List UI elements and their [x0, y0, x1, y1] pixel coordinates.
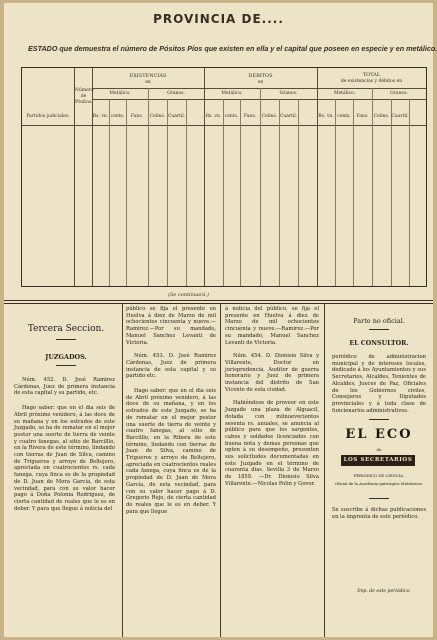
el-consultor-title: EL CONSULTOR.: [349, 340, 409, 347]
leaf-cents: cents.: [110, 114, 125, 119]
partidos-header: Partidos judiciales.: [26, 114, 70, 119]
table-rule: [92, 88, 426, 89]
leaf-fans: Fans.: [243, 114, 257, 119]
leaf-cents: cents.: [337, 114, 351, 119]
leaf-celms: Celms.: [373, 114, 390, 119]
edict-453-head: Núm. 453. D. José Ramirez Cárdenas, Juez de primera instancia de esta capital y su partido etc.: [126, 353, 216, 380]
edict-452-body: Hago saber: que en el dia seis de Abril próximo venidero, á las doce de su mañana y en los estrados de este Juzgado, se ha de rematar en el mejor postor una suerte de tierra de veinte y cuatro fanegas, al sitio de Barcilllo, en la Rivera de este término, lindando con tierras de Juan de Silva, camino de Trigueros y arroyo de Beltejero, apreciada en cuatrocientos rs. cada fanega, cuya finca es de la propiedad de D. Juan de Mora Garcia, de esta vecindad, para con su valor hacer pago á Doña Polonia Rodriguez, de cierta cantidad de reales que le es en deber. Y para que llegue á noticia del: [14, 405, 115, 512]
short-rule: [369, 419, 389, 420]
el-eco-title: EL ECO: [345, 427, 413, 442]
edict-cont-1: público se fija el presente en Huelva á diez de Marzo de mil ochocientos cincuenta y nueve.—Ramirez.—Por su mandado, Manuel Sanchez Levanti de Victoria.: [126, 306, 216, 346]
parte-no-oficial: Parte no oficial.: [353, 317, 405, 325]
column-2-text: [126, 306, 216, 515]
academia-oficial: Oficial de la Academia quirúrgica Matritense.: [334, 481, 424, 486]
column-3-text: [225, 306, 319, 488]
table-rule: [22, 125, 426, 126]
leaf-rs: Rs. vn.: [205, 114, 222, 119]
table-rule: [317, 68, 318, 286]
periodico-ciencia: PERIÓDICO DE CIENCIA,: [353, 473, 405, 478]
eco-de: de: [376, 447, 382, 452]
debitos-header: DÉBITOS: [248, 73, 273, 79]
table-rule: [353, 99, 354, 286]
leaf-celms: Celms.: [261, 114, 278, 119]
table-rule: [204, 68, 205, 286]
table-rule: [167, 99, 168, 286]
table-rule: [335, 99, 336, 286]
short-rule: [56, 339, 76, 340]
edict-454-head: Núm. 454. D. Dionisio Silva y Villarente, Doctor en jurisprudencia, Auditor de guerra honorario y Juez de primera instancia del distrito de San Vicente de esta ciudad.: [225, 353, 319, 393]
newspaper-page: [4, 3, 437, 637]
granos-label: Granos.: [390, 91, 408, 96]
granos-label: Granos.: [167, 91, 185, 96]
table-rule: [298, 99, 299, 286]
edict-453-body: Hago saber: que en el dia seis de Abril próximo venidero, á las doce de su mañana, y en los estrados de este Juzgado, se ha de rematar en el mejor postor una suerte de tierra de veinte y cuatro fanegas, al sitio de Barcilllo, en la Ribera de este término, lindando con tierras de Juan de Silva, camino de Trigueros y arroyo de Beltejero, apreciada en cuatrocientos reales cada fanega, cuya finca es de la propiedad de D. Juan de Mora García, de esta vecindad, para con su valor hacer pago á D. Gregorio Rojo, de cierta cantidad de reales que le es en deber. Y para que llegue: [126, 388, 216, 515]
edict-454-body: Habiéndose de proveer en este Juzgado una plaza de Alguacil, dotada con milnuevecientos sesenta rs. anuales, se anuncia al público para que los sargentos, cabos y soldados licenciados con buena nota y demas personas que opten á su desempeño, presenten sus solicitudes documentadas en este Juzgado en el término de cuarenta dias. Sevilla 3 de Marzo de 1859. —Dr. Dionisio Silva Villarente.—Nicolas Polin y Govor.: [225, 400, 319, 487]
section-title: Tercera Seccion.: [27, 324, 105, 334]
table-rule: [126, 99, 127, 286]
column-rule: [220, 304, 221, 637]
leaf-fans: Fans.: [130, 114, 144, 119]
leaf-cuartil: Cuartil.: [391, 114, 409, 119]
leaf-rs: Rs. vn.: [92, 114, 109, 119]
metalico-label: Metálico.: [221, 91, 243, 96]
juzgados-heading: JUZGADOS.: [45, 353, 87, 361]
total-header: TOTAL: [362, 72, 381, 78]
table-rule: [223, 99, 224, 286]
metalico-label: Metálico.: [333, 91, 356, 96]
suscripcion-note: Se suscribe á dichas publicaciones en la imprenta de este periódico.: [332, 507, 426, 520]
leaf-cuartil: Cuartil.: [279, 114, 298, 119]
existencias-sub: en: [145, 80, 151, 85]
metalico-label: Metálico.: [109, 91, 131, 96]
leaf-cuartil: Cuartil.: [167, 114, 186, 119]
consultor-description: periódico de administracion municipal y de intereses locales, dedicado á los Ayuntamientos y sus Secretarios, Alcaldes, Tenientes de Alcaldes, Jueces de Paz, Oficiales de los Gobiernos civiles, Consejeros y Diputados provinciales y á toda clase de funcionarios administrativos.: [332, 354, 426, 414]
section-rule: [4, 300, 433, 301]
total-sub: de existencias y débitos en: [340, 79, 403, 84]
numero-header: Número de Pósitos.: [75, 88, 94, 105]
table-rule: [240, 99, 241, 286]
column-rule: [324, 304, 325, 637]
estado-caption: ESTADO que demuestra el número de Pósitos Píos que existen en ella y el capital que poseen en especie y en metálico.: [28, 44, 437, 53]
positos-table: [21, 67, 427, 287]
debitos-sub: en: [257, 80, 264, 85]
column-rule: [122, 304, 123, 637]
secretarios-banner: LOS SECRETARIOS: [341, 455, 415, 466]
leaf-fans: Fans.: [356, 114, 369, 119]
table-rule: [409, 99, 410, 286]
existencias-header: EXISTENCIAS: [129, 73, 167, 79]
table-rule: [92, 99, 426, 100]
edict-452-head: Núm. 452. D. José Ramirez Cárdenas, Juez de primera instancia de esta capital y su partido, etc.: [14, 377, 115, 397]
short-rule: [369, 498, 389, 499]
table-rule: [391, 99, 392, 286]
leaf-cents: cents.: [224, 114, 239, 119]
table-rule: [109, 99, 110, 286]
table-rule: [186, 99, 187, 286]
table-rule: [279, 99, 280, 286]
leaf-celms: Celms.: [149, 114, 166, 119]
continuation-note: (Se continuará.): [168, 292, 209, 298]
short-rule: [369, 329, 389, 330]
section-rule: [4, 303, 433, 304]
edict-cont-2: á noticia del público, se fija el presente en Huelva á diez de Marzo de mil ochocientos cincuenta y nueve.—Ramirez.—Por su mandado, Manuel Sanchez Levanti de Victoria.: [225, 306, 319, 346]
leaf-rs: Rs. vn.: [318, 114, 334, 119]
short-rule: [56, 365, 76, 366]
imprenta-note: Imp. de este periódico.: [357, 589, 411, 594]
province-heading: PROVINCIA DE....: [153, 12, 284, 26]
granos-label: Granos.: [279, 91, 298, 96]
column-1-text: [14, 377, 115, 512]
